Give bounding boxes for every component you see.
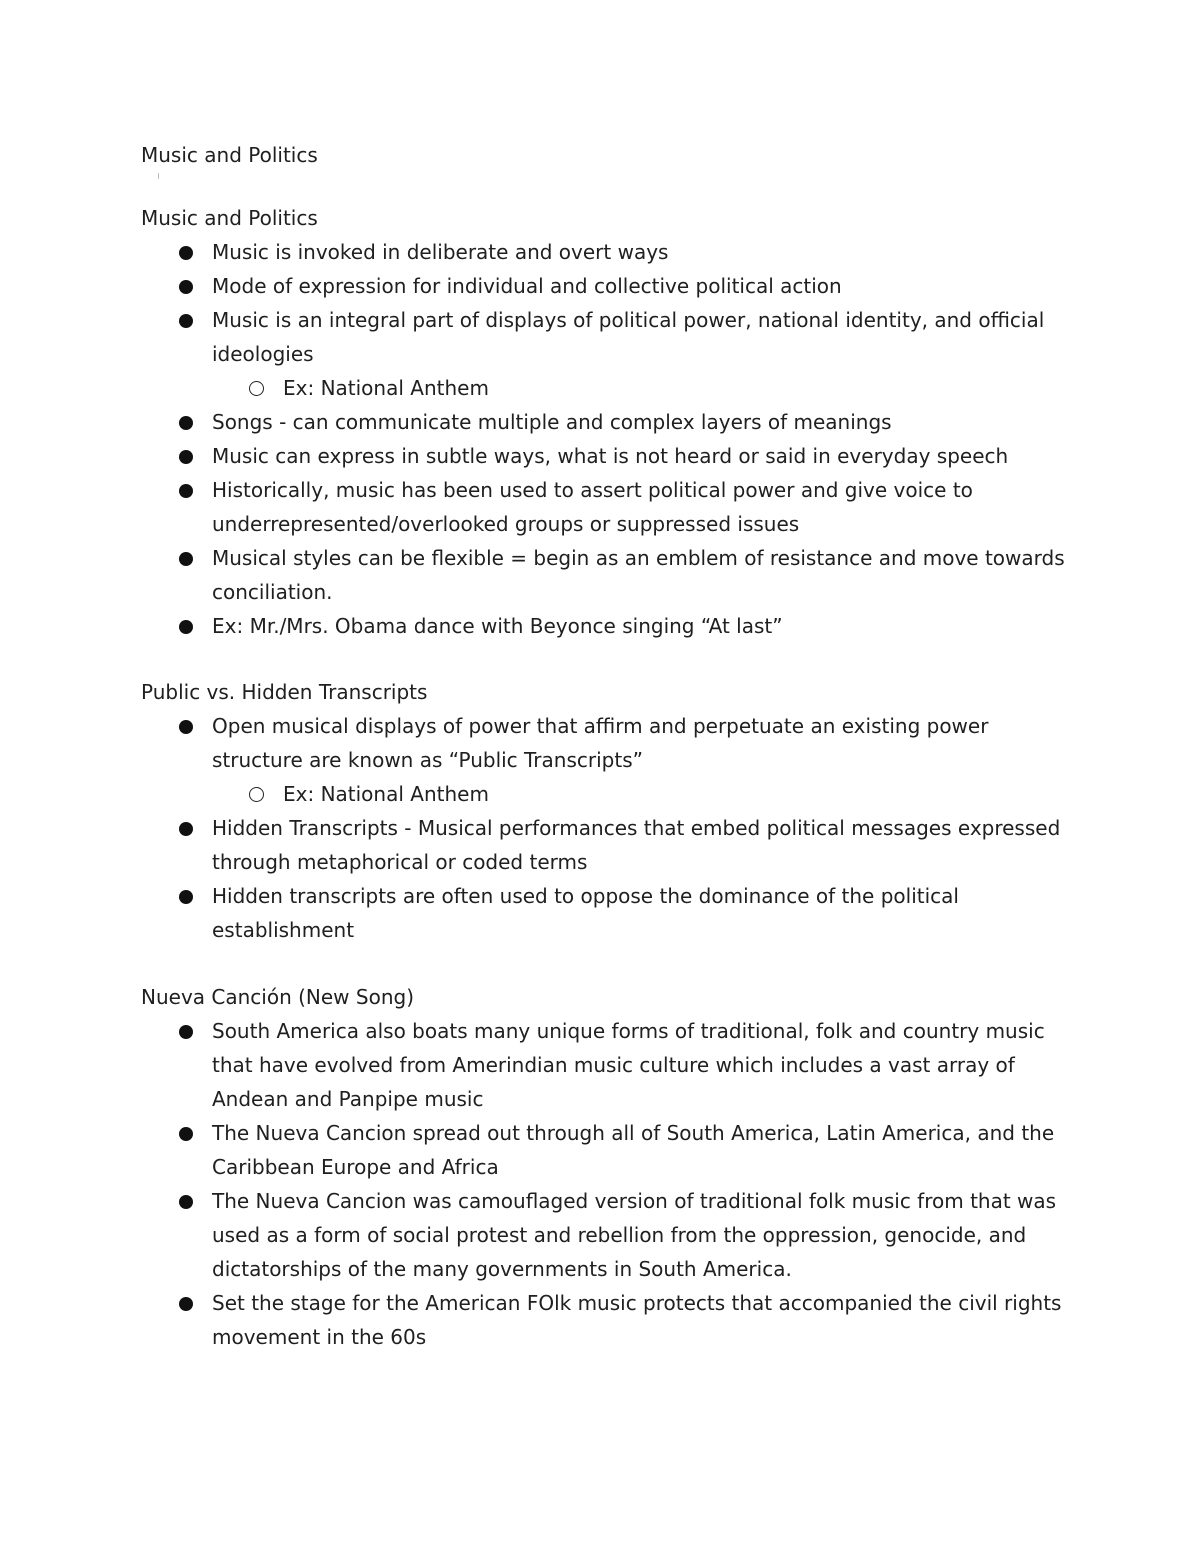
filled-bullet-icon: [179, 552, 193, 566]
section-heading: Music and Politics: [141, 206, 318, 230]
list-item-text: The Nueva Cancion was camouflaged version of traditional folk music from that was used as a form of social protest and rebellion from the oppression, genocide, and dictatorships of the many governments in South America.: [212, 1189, 1057, 1281]
list-item-text: Ex: National Anthem: [283, 782, 489, 806]
filled-bullet-icon: [179, 720, 193, 734]
list-item-text: Music is invoked in deliberate and overt ways: [212, 240, 669, 264]
section-public-vs-hidden-transcripts: [141, 675, 1081, 947]
list-item-text: Music is an integral part of displays of political power, national identity, and official ideologies: [212, 308, 1045, 366]
filled-bullet-icon: [179, 280, 193, 294]
list-item: [141, 235, 1081, 269]
filled-bullet-icon: [179, 1297, 193, 1311]
filled-bullet-icon: [179, 314, 193, 328]
list-item: [141, 439, 1081, 473]
list-item-text: Ex: National Anthem: [283, 376, 489, 400]
filled-bullet-icon: [179, 1025, 193, 1039]
cursor-mark: [158, 173, 159, 179]
list-item-text: South America also boats many unique forms of traditional, folk and country music that have evolved from Amerindian music culture which includes a vast array of Andean and Panpipe music: [212, 1019, 1045, 1111]
filled-bullet-icon: [179, 1195, 193, 1209]
filled-bullet-icon: [179, 890, 193, 904]
list-item: [141, 405, 1081, 439]
list-item-text: The Nueva Cancion spread out through all of South America, Latin America, and the Caribbean Europe and Africa: [212, 1121, 1055, 1179]
sub-list-item: [141, 371, 1081, 405]
list-item: [141, 1116, 1081, 1184]
hollow-bullet-icon: [249, 381, 264, 396]
list-item-text: Mode of expression for individual and collective political action: [212, 274, 842, 298]
list-item-text: Hidden Transcripts - Musical performances that embed political messages expressed through metaphorical or coded terms: [212, 816, 1061, 874]
sub-list-item: [141, 777, 1081, 811]
list-item: [141, 1184, 1081, 1286]
list-item-text: Ex: Mr./Mrs. Obama dance with Beyonce singing “At last”: [212, 614, 783, 638]
document-title: Music and Politics: [141, 143, 318, 167]
filled-bullet-icon: [179, 822, 193, 836]
list-item: [141, 303, 1081, 371]
list-item-text: Historically, music has been used to assert political power and give voice to underrepresented/overlooked groups or suppressed issues: [212, 478, 973, 536]
list-item: [141, 541, 1081, 609]
list-item: [141, 709, 1081, 777]
list-item-text: Open musical displays of power that affirm and perpetuate an existing power structure are known as “Public Transcripts”: [212, 714, 989, 772]
section-heading: Public vs. Hidden Transcripts: [141, 680, 428, 704]
section-heading: Nueva Canción (New Song): [141, 985, 414, 1009]
filled-bullet-icon: [179, 1127, 193, 1141]
list-item-text: Songs - can communicate multiple and complex layers of meanings: [212, 410, 892, 434]
bullet-list: [141, 709, 1081, 947]
bullet-list: [141, 1014, 1081, 1354]
section-music-and-politics: [141, 201, 1081, 643]
bullet-list: [141, 235, 1081, 643]
list-item-text: Musical styles can be flexible = begin as an emblem of resistance and move towards conciliation.: [212, 546, 1065, 604]
hollow-bullet-icon: [249, 787, 264, 802]
list-item: [141, 879, 1081, 947]
list-item: [141, 269, 1081, 303]
list-item-text: Hidden transcripts are often used to oppose the dominance of the political establishment: [212, 884, 959, 942]
filled-bullet-icon: [179, 246, 193, 260]
list-item: [141, 609, 1081, 643]
list-item: [141, 1014, 1081, 1116]
list-item-text: Music can express in subtle ways, what is not heard or said in everyday speech: [212, 444, 1009, 468]
filled-bullet-icon: [179, 450, 193, 464]
list-item: [141, 1286, 1081, 1354]
list-item-text: Set the stage for the American FOlk music protects that accompanied the civil rights movement in the 60s: [212, 1291, 1062, 1349]
filled-bullet-icon: [179, 416, 193, 430]
filled-bullet-icon: [179, 620, 193, 634]
list-item: [141, 473, 1081, 541]
list-item: [141, 811, 1081, 879]
filled-bullet-icon: [179, 484, 193, 498]
section-nueva-cancion: [141, 980, 1081, 1354]
